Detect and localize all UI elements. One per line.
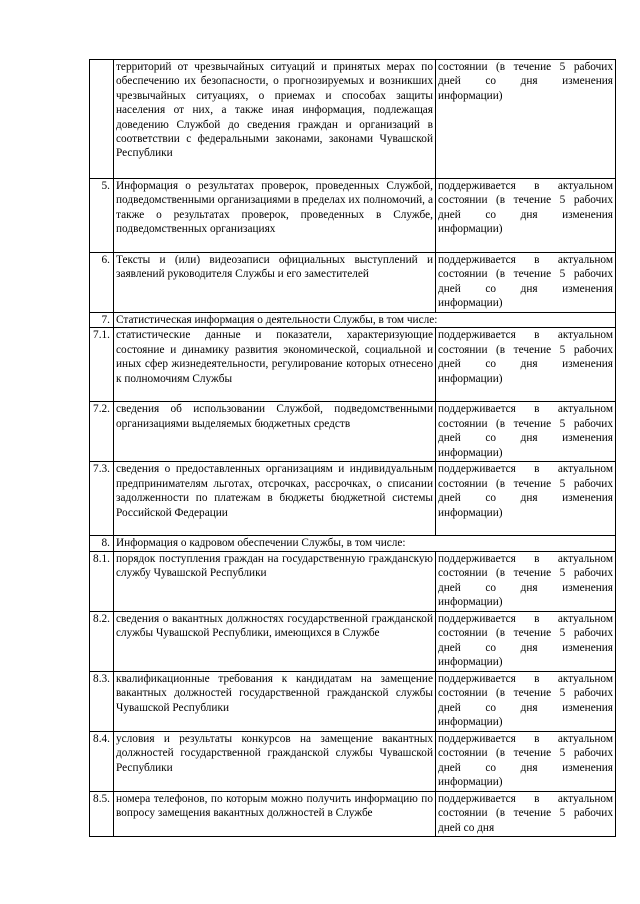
section-title: Статистическая информация о деятельности Службы, в том числе: bbox=[114, 313, 616, 328]
row-description: квалификационные требования к кандидатам на замещение вакантных должностей государственной гражданской службы Чувашской Республики bbox=[114, 671, 436, 731]
row-number: 6. bbox=[90, 253, 114, 313]
table-row bbox=[90, 731, 616, 791]
row-number: 7.1. bbox=[90, 328, 114, 402]
row-update-terms: поддерживается в актуальном состоянии (в течение 5 рабочих дней со дня изменения информации) bbox=[436, 402, 616, 462]
table-section-row bbox=[90, 536, 616, 551]
row-description: статистические данные и показатели, характеризующие состояние и динамику развития экономической, социальной и иных сфер жизнедеятельности, регулирование которых отнесено к полномочиям Службы bbox=[114, 328, 436, 402]
row-update-terms: состоянии (в течение 5 рабочих дней со дня изменения информации) bbox=[436, 60, 616, 179]
table-row bbox=[90, 611, 616, 671]
table-row bbox=[90, 551, 616, 611]
row-update-terms: поддерживается в актуальном состоянии (в течение 5 рабочих дней со дня изменения информации) bbox=[436, 551, 616, 611]
row-number: 8.1. bbox=[90, 551, 114, 611]
row-description: условия и результаты конкурсов на замещение вакантных должностей государственной гражданской службы Чувашской Республики bbox=[114, 731, 436, 791]
table-body bbox=[90, 60, 616, 837]
row-update-terms: поддерживается в актуальном состоянии (в течение 5 рабочих дней со дня изменения информации) bbox=[436, 328, 616, 402]
table-row bbox=[90, 179, 616, 253]
row-number: 7.2. bbox=[90, 402, 114, 462]
section-title: Информация о кадровом обеспечении Службы, в том числе: bbox=[114, 536, 616, 551]
table-row bbox=[90, 328, 616, 402]
row-description: Тексты и (или) видеозаписи официальных выступлений и заявлений руководителя Службы и его заместителей bbox=[114, 253, 436, 313]
row-update-terms: поддерживается в актуальном состоянии (в течение 5 рабочих дней со дня изменения информации) bbox=[436, 253, 616, 313]
row-update-terms: поддерживается в актуальном состоянии (в течение 5 рабочих дней со дня изменения информации) bbox=[436, 671, 616, 731]
row-description: территорий от чрезвычайных ситуаций и принятых мерах по обеспечению их безопасности, о прогнозируемых и возникших чрезвычайных ситуациях, о приемах и способах защиты населения от них, а также иная информация, подлежащая доведению Службой до сведения граждан и организаций в соответствии с федеральными законами, законами Чувашской Республики bbox=[114, 60, 436, 179]
table-row bbox=[90, 791, 616, 836]
row-update-terms: поддерживается в актуальном состоянии (в течение 5 рабочих дней со дня изменения информации) bbox=[436, 462, 616, 536]
row-number: 8.3. bbox=[90, 671, 114, 731]
row-description: Информация о результатах проверок, проведенных Службой, подведомственными организациями в пределах их полномочий, а также о результатах проверок, проведенных в Службе, подведомственных организациях bbox=[114, 179, 436, 253]
row-number bbox=[90, 60, 114, 179]
row-update-terms: поддерживается в актуальном состоянии (в течение 5 рабочих дней со дня изменения информации) bbox=[436, 611, 616, 671]
row-number: 7.3. bbox=[90, 462, 114, 536]
row-number: 8.5. bbox=[90, 791, 114, 836]
row-description: сведения об использовании Службой, подведомственными организациями выделяемых бюджетных средств bbox=[114, 402, 436, 462]
information-table bbox=[89, 59, 616, 837]
row-number: 8.4. bbox=[90, 731, 114, 791]
table-row bbox=[90, 60, 616, 179]
row-update-terms: поддерживается в актуальном состоянии (в течение 5 рабочих дней со дня bbox=[436, 791, 616, 836]
table-row bbox=[90, 253, 616, 313]
row-update-terms: поддерживается в актуальном состоянии (в течение 5 рабочих дней со дня изменения информации) bbox=[436, 179, 616, 253]
row-description: номера телефонов, по которым можно получить информацию по вопросу замещения вакантных должностей в Службе bbox=[114, 791, 436, 836]
row-number: 5. bbox=[90, 179, 114, 253]
table-row bbox=[90, 402, 616, 462]
table-row bbox=[90, 462, 616, 536]
row-description: порядок поступления граждан на государственную гражданскую службу Чувашской Республики bbox=[114, 551, 436, 611]
section-number: 8. bbox=[90, 536, 114, 551]
row-number: 8.2. bbox=[90, 611, 114, 671]
section-number: 7. bbox=[90, 313, 114, 328]
table-section-row bbox=[90, 313, 616, 328]
row-description: сведения о предоставленных организациям и индивидуальным предпринимателям льготах, отсрочках, рассрочках, о списании задолженности по платежам в бюджеты бюджетной системы Российской Федерации bbox=[114, 462, 436, 536]
row-description: сведения о вакантных должностях государственной гражданской службы Чувашской Республики, имеющихся в Службе bbox=[114, 611, 436, 671]
row-update-terms: поддерживается в актуальном состоянии (в течение 5 рабочих дней со дня изменения информации) bbox=[436, 731, 616, 791]
document-page bbox=[89, 59, 615, 837]
table-row bbox=[90, 671, 616, 731]
